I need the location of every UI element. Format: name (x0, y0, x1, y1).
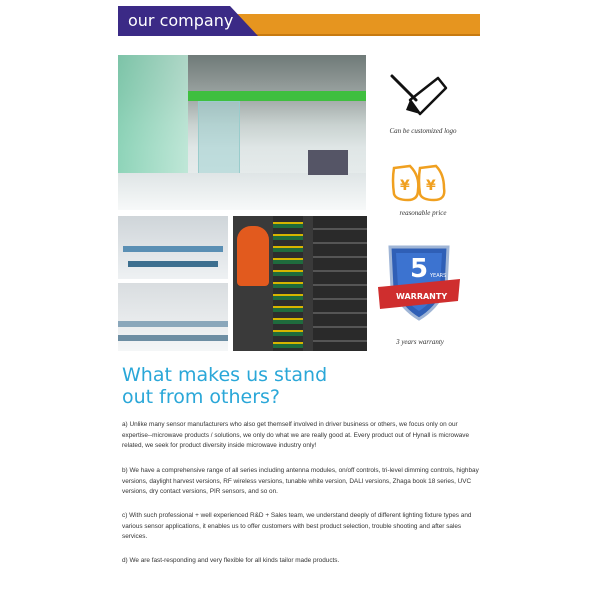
section-heading (122, 364, 382, 408)
heading-line: What makes us stand (122, 364, 328, 386)
production-line-photo (118, 216, 228, 279)
pcb-assembly-photo (233, 216, 367, 351)
banner-title: our company (128, 11, 234, 30)
heading-line: out from others? (122, 386, 281, 408)
feature-label: 3 years warranty (396, 338, 444, 346)
warranty-shield-icon (376, 243, 462, 323)
svg-text:¥: ¥ (426, 178, 436, 194)
svg-text:¥: ¥ (400, 178, 410, 194)
paragraph-d: d) We are fast-responding and very flexible for all kinds tailor made products. (122, 557, 340, 564)
edit-logo-icon (388, 70, 450, 122)
paragraph-a: a) Unlike many sensor manufacturers who also get themself involved in driver business or others, we focus only on our expertise--microwave products / solutions, we only do what we are really good at. Every product out of Hynall is microwave related, we seek for product diversity inside microwave industry only! (122, 421, 470, 449)
feature-label: reasonable price (399, 209, 447, 217)
paragraph-c: c) With such professional + well experienced R&D + Sales team, we understand deeply of different lighting fixture types and various sensor applications, it enables us to offer customers with best product selection, trouble shooting and after sales services. (122, 512, 472, 540)
badge-ribbon-text: WARRANTY (396, 292, 448, 301)
office-photo (118, 55, 366, 210)
feature-label: Can be customized logo (389, 127, 457, 135)
badge-small-text: YEARS (430, 273, 447, 279)
badge-number: 5 (410, 254, 429, 284)
paragraph-b: b) We have a comprehensive range of all series including antenna modules, on/off controls, tri-level dimming controls, highbay versions, daylight harvest versions, RF wireless versions, tunable white version, DALI versions, Zhaga book 18 series, UVC versions, dry contact versions, PIR sensors, and so on. (122, 467, 479, 495)
assembly-room-photo (118, 283, 228, 351)
section-banner (118, 6, 480, 36)
price-tag-icon (388, 160, 450, 202)
